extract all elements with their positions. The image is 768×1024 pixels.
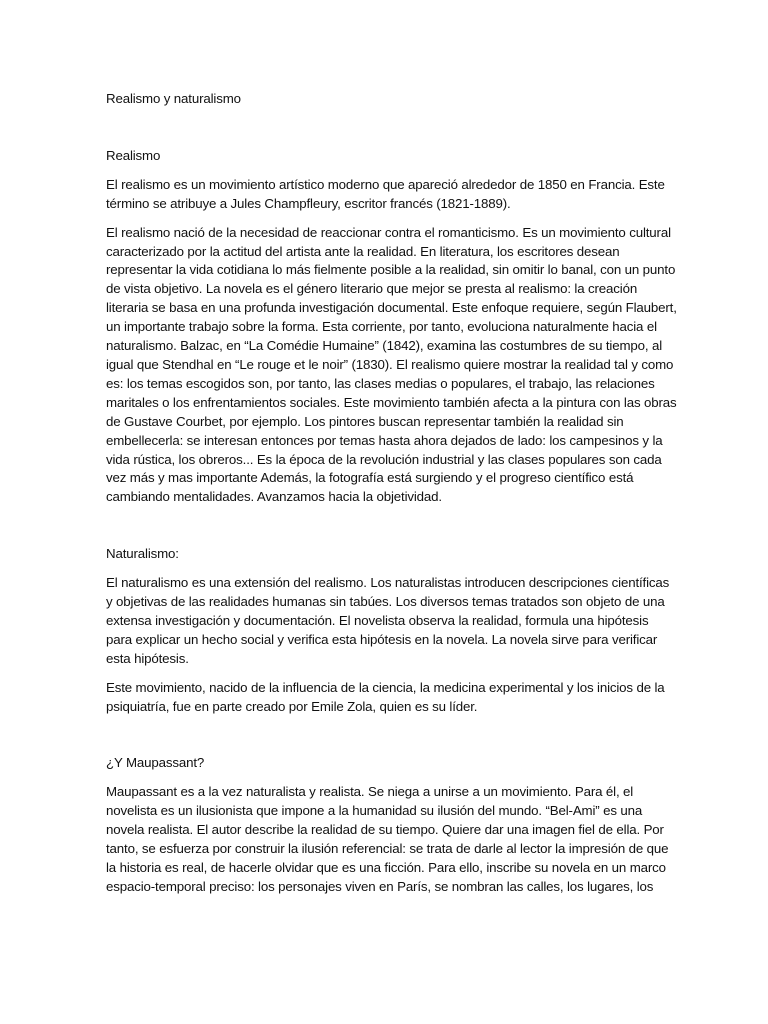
section-heading: Naturalismo: bbox=[106, 546, 179, 562]
paragraph: El realismo nació de la necesidad de reaccionar contra el romanticismo. Es un movimiento cultural caracterizado por la actitud del artista ante la realidad. En literatura, los escritores desean representar la vida cotidiana lo más fielmente posible a la realidad, sin omitir lo banal, con un punto de vista objetivo. La novela es el género literario que mejor se presta al realismo: la creación literaria se basa en una profunda investigación documental. Este enfoque requiere, según Flaubert, un importante trabajo sobre la forma. Esta corriente, por tanto, evoluciona naturalmente hacia el naturalismo. Balzac, en “La Comédie Humaine” (1842), examina las costumbres de su tiempo, al igual que Stendhal en “Le rouge et le noir” (1830). El realismo quiere mostrar la realidad tal y como es: los temas escogidos son, por tanto, las clases medias o populares, el trabajo, las relaciones maritales o los enfrentamientos sociales. Este movimiento también afecta a la pintura con las obras de Gustave Courbet, por ejemplo. Los pintores buscan representar también la realidad sin embellecerla: se interesan entonces por temas hasta ahora dejados de lado: los campesinos y la vida rústica, los obreros... Es la época de la revolución industrial y las clases populares son cada vez más y mas importante Además, la fotografía está surgiendo y el progreso científico está cambiando mentalidades. Avanzamos hacia la objetividad. bbox=[106, 224, 677, 505]
document-title: Realismo y naturalismo bbox=[106, 91, 241, 106]
section-spacer bbox=[106, 726, 678, 754]
section-spacer bbox=[106, 517, 678, 545]
section-naturalismo bbox=[106, 545, 678, 716]
paragraph: Este movimiento, nacido de la influencia de la ciencia, la medicina experimental y los inicios de la psiquiatría, fue en parte creado por Emile Zola, quien es su líder. bbox=[106, 679, 665, 714]
paragraph: Maupassant es a la vez naturalista y realista. Se niega a unirse a un movimiento. Para él, el novelista es un ilusionista que impone a la humanidad su ilusión del mundo. “Bel-Ami” es una novela realista. El autor describe la realidad de su tiempo. Quiere dar una imagen fiel de ella. Por tanto, se esfuerza por construir la ilusión referencial: se trata de darle al lector la impresión de que la historia es real, de hacerle olvidar que es una ficción. Para ello, inscribe su novela en un marco espacio-temporal preciso: los personajes viven en París, se nombran las calles, los lugares, los bbox=[106, 784, 669, 894]
paragraph: El realismo es un movimiento artístico moderno que apareció alrededor de 1850 en Francia. Este término se atribuye a Jules Champfleury, escritor francés (1821-1889). bbox=[106, 176, 665, 211]
section-realismo bbox=[106, 147, 678, 507]
section-heading: ¿Y Maupassant? bbox=[106, 755, 205, 771]
section-heading: Realismo bbox=[106, 147, 161, 163]
section-maupassant bbox=[106, 754, 678, 896]
paragraph: El naturalismo es una extensión del realismo. Los naturalistas introducen descripciones científicas y objetivas de las realidades humanas sin tabúes. Los diversos temas tratados son objeto de una extensa investigación y documentación. El novelista observa la realidad, formula una hipótesis para explicar un hecho social y verifica esta hipótesis en la novela. La novela sirve para verificar esta hipótesis. bbox=[106, 575, 670, 666]
